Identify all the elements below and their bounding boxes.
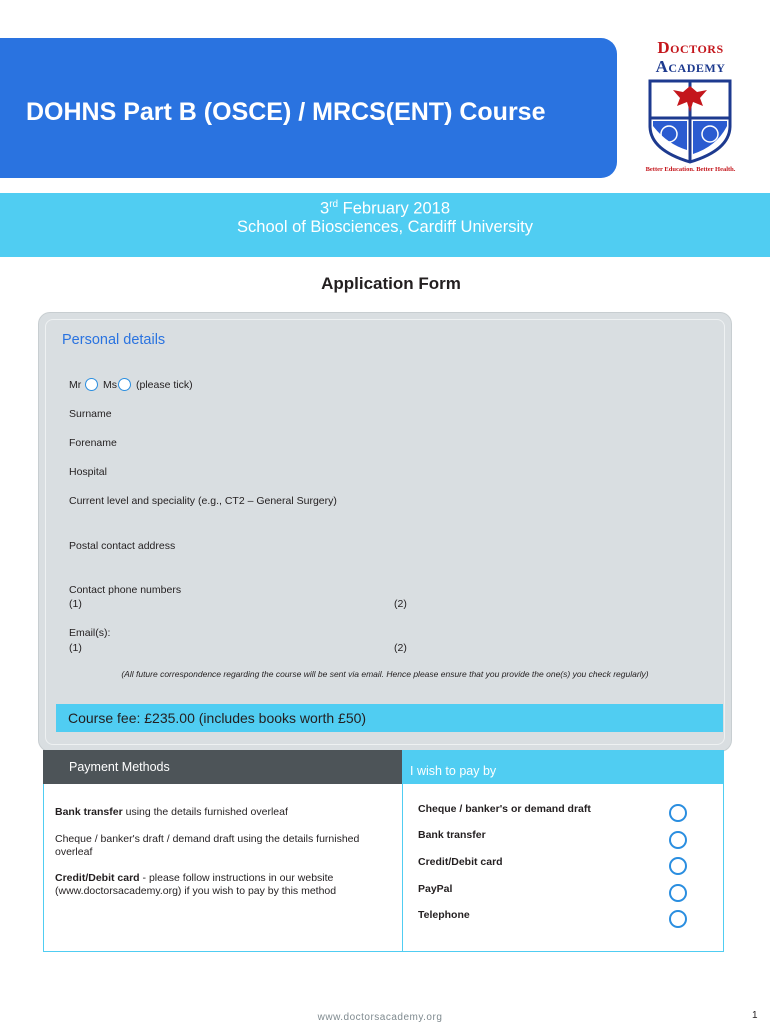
pay-option-paypal-radio[interactable] bbox=[669, 884, 687, 902]
card-method-bold: Credit/Debit card bbox=[55, 872, 140, 884]
cheque-method: Cheque / banker's draft / demand draft using the details furnished overleaf bbox=[55, 833, 360, 858]
ms-radio[interactable] bbox=[118, 378, 131, 391]
event-venue: School of Biosciences, Cardiff University bbox=[237, 218, 533, 236]
pay-option-telephone-radio[interactable] bbox=[669, 910, 687, 928]
phones-label: Contact phone numbers bbox=[69, 584, 182, 596]
logo-word-academy: Academy bbox=[655, 57, 726, 76]
pay-option-bank-label: Bank transfer bbox=[418, 829, 486, 841]
footer-url: www.doctorsacademy.org bbox=[317, 1012, 443, 1023]
pay-option-card-radio[interactable] bbox=[669, 857, 687, 875]
hospital-label: Hospital bbox=[69, 466, 107, 478]
forename-label: Forename bbox=[69, 437, 117, 449]
payment-methods-header bbox=[43, 750, 402, 784]
correspondence-note: (All future correspondence regarding the course will be sent via email. Hence please ensure that you provide the one(s) you check regularly) bbox=[121, 669, 649, 679]
bank-transfer-method bbox=[55, 806, 395, 819]
date-rest: February 2018 bbox=[338, 199, 450, 218]
card-method-rest: - please follow instructions in our website (www.doctorsacademy.org) if you wish to pay by this method bbox=[55, 872, 337, 897]
phone-2-label: (2) bbox=[394, 598, 407, 610]
pay-option-cheque-label: Cheque / banker's or demand draft bbox=[418, 803, 591, 815]
date-day: 3 bbox=[320, 199, 330, 218]
doctors-academy-logo bbox=[628, 38, 753, 178]
mr-radio[interactable] bbox=[85, 378, 98, 391]
pay-option-paypal-label: PayPal bbox=[418, 883, 453, 895]
event-band bbox=[0, 193, 770, 257]
course-fee-text: Course fee: £235.00 (includes books worth £50) bbox=[68, 710, 367, 726]
date-suffix: rd bbox=[329, 199, 339, 210]
pay-option-cheque-radio[interactable] bbox=[669, 804, 687, 822]
emails-label: Email(s): bbox=[69, 627, 111, 639]
course-fee-bar bbox=[56, 704, 723, 732]
personal-details-heading: Personal details bbox=[62, 332, 166, 348]
phone-1-label: (1) bbox=[69, 598, 82, 610]
email-2-label: (2) bbox=[394, 642, 407, 654]
logo-word-doctors: Doctors bbox=[657, 38, 724, 57]
tick-note: (please tick) bbox=[136, 379, 193, 391]
personal-details-panel bbox=[38, 312, 732, 752]
pay-by-header bbox=[402, 750, 723, 784]
payment-methods-title: Payment Methods bbox=[69, 760, 170, 774]
pay-by-title: I wish to pay by bbox=[410, 764, 497, 778]
shield-crest-icon bbox=[647, 78, 733, 164]
mr-label: Mr bbox=[69, 379, 82, 391]
level-label: Current level and speciality (e.g., CT2 – General Surgery) bbox=[69, 495, 337, 507]
pay-option-bank-radio[interactable] bbox=[669, 831, 687, 849]
course-title: DOHNS Part B (OSCE) / MRCS(ENT) Course bbox=[26, 98, 546, 126]
page-number: 1 bbox=[752, 1010, 758, 1021]
postal-label: Postal contact address bbox=[69, 540, 176, 552]
surname-label: Surname bbox=[69, 408, 112, 420]
ms-label: Ms bbox=[103, 379, 117, 391]
form-title: Application Form bbox=[321, 274, 461, 293]
pay-option-card-label: Credit/Debit card bbox=[418, 856, 503, 868]
pay-option-telephone-label: Telephone bbox=[418, 909, 470, 921]
event-date bbox=[0, 199, 770, 219]
bank-transfer-rest: using the details furnished overleaf bbox=[122, 806, 288, 818]
card-method bbox=[55, 872, 395, 898]
email-1-label: (1) bbox=[69, 642, 82, 654]
bank-transfer-bold: Bank transfer bbox=[55, 806, 123, 818]
logo-tagline: Better Education. Better Health. bbox=[645, 166, 736, 173]
